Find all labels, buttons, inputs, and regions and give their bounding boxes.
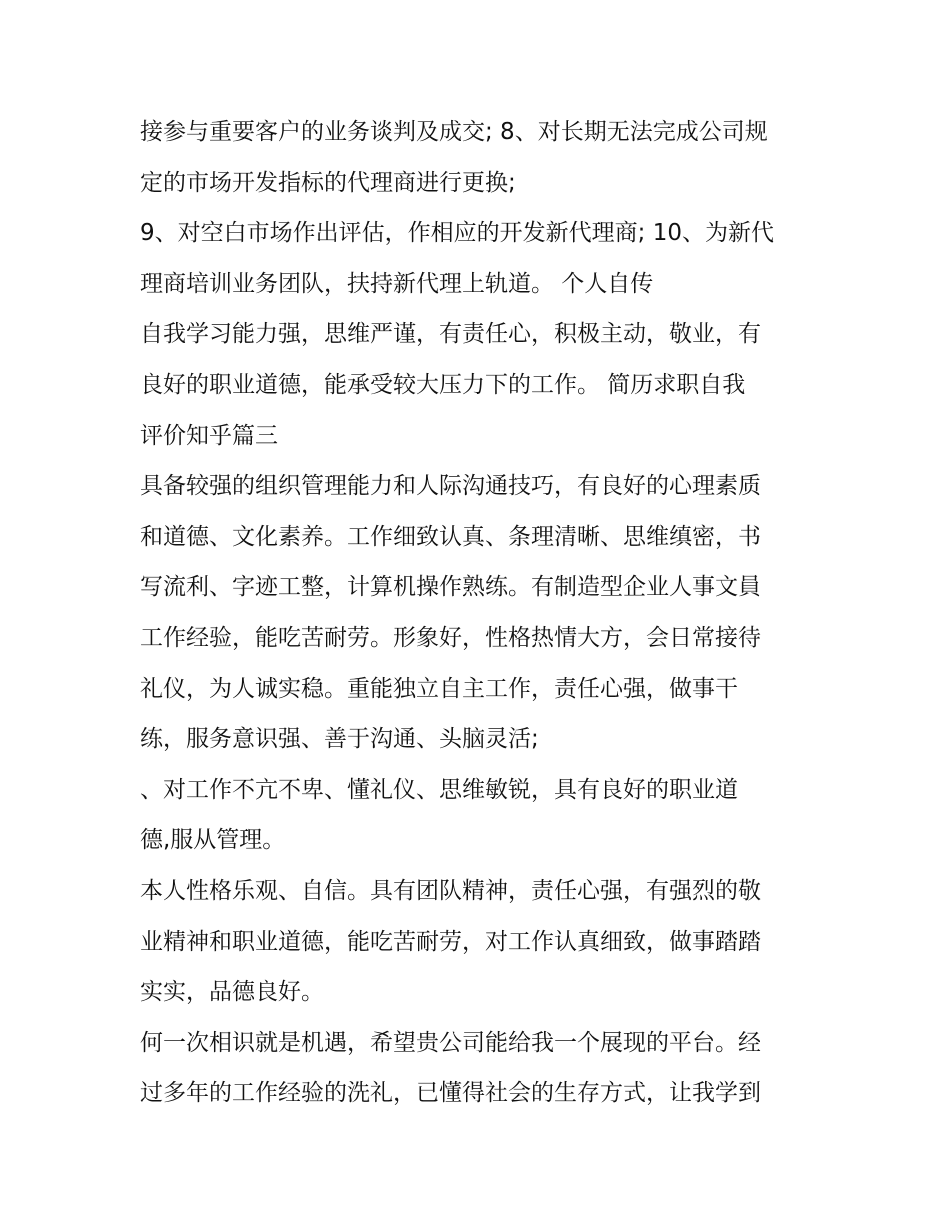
text-line: 德,服从管理。 <box>140 827 286 854</box>
text-line: 练，服务意识强、善于沟通、头脑灵活; <box>140 726 539 753</box>
text-line: 接参与重要客户的业务谈判及成交; 8、对长期无法完成公司规 <box>140 119 768 145</box>
text-line: 过多年的工作经验的洗礼，已懂得社会的生存方式，让我学到 <box>140 1080 761 1107</box>
text-line: 和道德、文化素养。工作细致认真、条理清晰、思维缜密，书 <box>140 523 761 550</box>
text-line: 工作经验，能吃苦耐劳。形象好，性格热情大方，会日常接待 <box>140 624 761 651</box>
document-body <box>140 107 820 1119</box>
text-line: 写流利、字迹工整，计算机操作熟练。有制造型企业人事文員 <box>140 574 761 601</box>
text-line: 业精神和职业道德，能吃苦耐劳，对工作认真细致，做事踏踏 <box>140 928 761 955</box>
text-line: 具备较强的组织管理能力和人际沟通技巧，有良好的心理素质 <box>140 473 761 500</box>
text-line: 定的市场开发指标的代理商进行更换; <box>140 169 516 196</box>
text-line: 评价知乎篇三 <box>140 422 278 449</box>
text-line: 礼仪，为人诚实稳。重能独立自主工作，责任心强，做事干 <box>140 675 738 702</box>
text-line: 何一次相识就是机遇，希望贵公司能给我一个展现的平台。经 <box>140 1029 761 1056</box>
text-line: 实实，品德良好。 <box>140 979 324 1006</box>
text-line: 、对工作不亢不卑、懂礼仪、思维敏锐，具有良好的职业道 <box>140 776 738 803</box>
text-line: 本人性格乐观、自信。具有团队精神，责任心强，有强烈的敬 <box>140 877 761 904</box>
text-line: 9、对空白市场作出评估，作相应的开发新代理商; 10、为新代 <box>140 220 774 247</box>
text-line: 理商培训业务团队，扶持新代理上轨道。 个人自传 <box>140 270 654 297</box>
text-line: 自我学习能力强，思维严谨，有责任心，积极主动，敬业，有 <box>140 321 761 348</box>
text-line: 良好的职业道德，能承受较大压力下的工作。 简历求职自我 <box>140 371 746 398</box>
